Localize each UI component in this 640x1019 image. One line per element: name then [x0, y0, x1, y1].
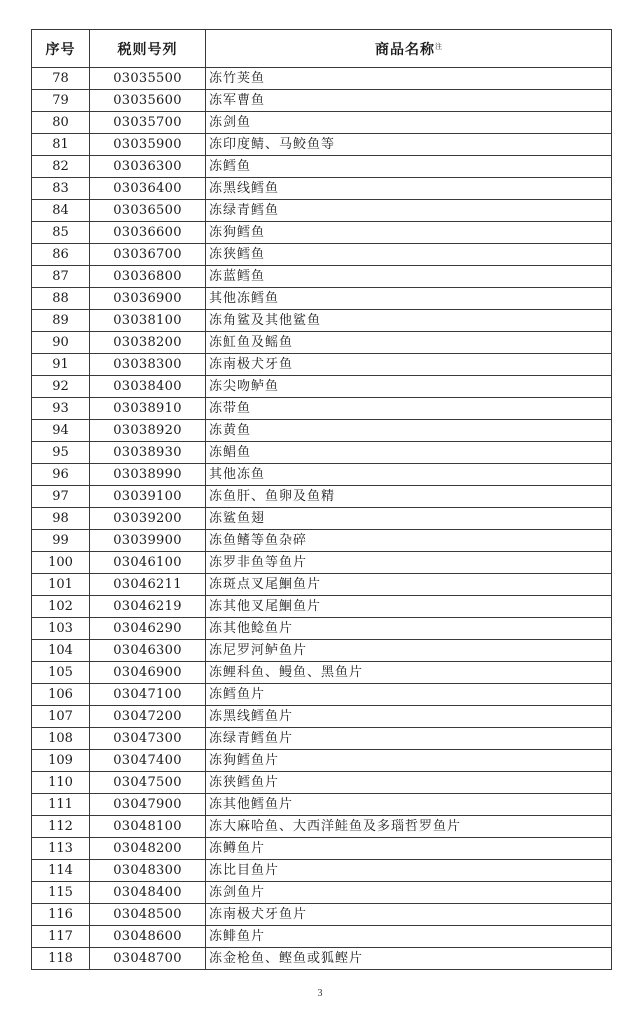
cell-name: 冻罗非鱼等鱼片 — [206, 552, 612, 574]
cell-code: 03036400 — [90, 178, 206, 200]
cell-code: 03038400 — [90, 376, 206, 398]
cell-seq: 113 — [32, 838, 90, 860]
cell-code: 03047200 — [90, 706, 206, 728]
table-row — [32, 618, 612, 640]
cell-name: 冻剑鱼片 — [206, 882, 612, 904]
cell-seq: 102 — [32, 596, 90, 618]
cell-name: 冻狗鳕鱼片 — [206, 750, 612, 772]
header-name — [206, 30, 612, 68]
cell-seq: 107 — [32, 706, 90, 728]
cell-code: 03038930 — [90, 442, 206, 464]
cell-code: 03047400 — [90, 750, 206, 772]
cell-name: 冻比目鱼片 — [206, 860, 612, 882]
cell-seq: 95 — [32, 442, 90, 464]
cell-code: 03046300 — [90, 640, 206, 662]
cell-seq: 84 — [32, 200, 90, 222]
cell-seq: 110 — [32, 772, 90, 794]
cell-seq: 89 — [32, 310, 90, 332]
cell-code: 03038200 — [90, 332, 206, 354]
cell-name: 冻鱼鳍等鱼杂碎 — [206, 530, 612, 552]
cell-name: 冻带鱼 — [206, 398, 612, 420]
table-row — [32, 442, 612, 464]
table-row — [32, 486, 612, 508]
cell-seq: 117 — [32, 926, 90, 948]
cell-code: 03048700 — [90, 948, 206, 970]
cell-name: 冻鱼肝、鱼卵及鱼精 — [206, 486, 612, 508]
cell-code: 03036900 — [90, 288, 206, 310]
cell-code: 03038100 — [90, 310, 206, 332]
cell-name: 冻黑线鳕鱼片 — [206, 706, 612, 728]
cell-code: 03047100 — [90, 684, 206, 706]
cell-code: 03035500 — [90, 68, 206, 90]
cell-name: 冻鳟鱼片 — [206, 838, 612, 860]
cell-seq: 114 — [32, 860, 90, 882]
cell-name: 冻剑鱼 — [206, 112, 612, 134]
table-row — [32, 750, 612, 772]
table-header-row — [32, 30, 612, 68]
cell-seq: 80 — [32, 112, 90, 134]
cell-seq: 91 — [32, 354, 90, 376]
cell-code: 03048400 — [90, 882, 206, 904]
cell-code: 03048100 — [90, 816, 206, 838]
cell-seq: 118 — [32, 948, 90, 970]
cell-name: 冻绿青鳕鱼 — [206, 200, 612, 222]
cell-seq: 115 — [32, 882, 90, 904]
table-row — [32, 464, 612, 486]
cell-code: 03039100 — [90, 486, 206, 508]
table-row — [32, 838, 612, 860]
cell-name: 冻军曹鱼 — [206, 90, 612, 112]
cell-code: 03035600 — [90, 90, 206, 112]
cell-code: 03048300 — [90, 860, 206, 882]
cell-seq: 82 — [32, 156, 90, 178]
cell-seq: 103 — [32, 618, 90, 640]
cell-code: 03035900 — [90, 134, 206, 156]
header-name-note: 注 — [435, 41, 442, 50]
table-row — [32, 640, 612, 662]
cell-code: 03046900 — [90, 662, 206, 684]
cell-code: 03036300 — [90, 156, 206, 178]
table-row — [32, 200, 612, 222]
cell-name: 冻狭鳕鱼片 — [206, 772, 612, 794]
cell-code: 03036800 — [90, 266, 206, 288]
cell-name: 冻尖吻鲈鱼 — [206, 376, 612, 398]
cell-code: 03048600 — [90, 926, 206, 948]
cell-code: 03038920 — [90, 420, 206, 442]
cell-code: 03036500 — [90, 200, 206, 222]
cell-code: 03038300 — [90, 354, 206, 376]
cell-code: 03046290 — [90, 618, 206, 640]
table-row — [32, 596, 612, 618]
cell-seq: 87 — [32, 266, 90, 288]
cell-name: 冻南极犬牙鱼片 — [206, 904, 612, 926]
table-row — [32, 574, 612, 596]
table-row — [32, 552, 612, 574]
cell-seq: 105 — [32, 662, 90, 684]
cell-code: 03047500 — [90, 772, 206, 794]
cell-seq: 90 — [32, 332, 90, 354]
cell-code: 03036600 — [90, 222, 206, 244]
table-row — [32, 332, 612, 354]
cell-name: 冻其他叉尾鮰鱼片 — [206, 596, 612, 618]
table-row — [32, 244, 612, 266]
table-row — [32, 376, 612, 398]
table-row — [32, 288, 612, 310]
cell-name: 冻竹荚鱼 — [206, 68, 612, 90]
cell-seq: 108 — [32, 728, 90, 750]
cell-seq: 101 — [32, 574, 90, 596]
table-row — [32, 728, 612, 750]
table-row — [32, 926, 612, 948]
cell-name: 冻其他鲶鱼片 — [206, 618, 612, 640]
cell-name: 冻角鲨及其他鲨鱼 — [206, 310, 612, 332]
cell-name: 冻狭鳕鱼 — [206, 244, 612, 266]
cell-name: 冻绿青鳕鱼片 — [206, 728, 612, 750]
table-row — [32, 134, 612, 156]
table-row — [32, 266, 612, 288]
table-row — [32, 772, 612, 794]
table-row — [32, 860, 612, 882]
cell-name: 冻鲱鱼片 — [206, 926, 612, 948]
table-body — [32, 68, 612, 970]
cell-code: 03036700 — [90, 244, 206, 266]
cell-seq: 109 — [32, 750, 90, 772]
cell-name: 冻黄鱼 — [206, 420, 612, 442]
cell-seq: 96 — [32, 464, 90, 486]
cell-seq: 81 — [32, 134, 90, 156]
table-row — [32, 530, 612, 552]
cell-name: 其他冻鱼 — [206, 464, 612, 486]
table-row — [32, 68, 612, 90]
header-code: 税则号列 — [90, 30, 206, 68]
cell-name: 冻鲤科鱼、鳗鱼、黑鱼片 — [206, 662, 612, 684]
table-row — [32, 354, 612, 376]
page-number: 3 — [317, 988, 323, 999]
cell-code: 03039900 — [90, 530, 206, 552]
cell-name: 冻鳕鱼 — [206, 156, 612, 178]
table-row — [32, 904, 612, 926]
cell-code: 03035700 — [90, 112, 206, 134]
table-row — [32, 508, 612, 530]
table-row — [32, 948, 612, 970]
cell-name: 冻狗鳕鱼 — [206, 222, 612, 244]
cell-seq: 83 — [32, 178, 90, 200]
cell-code: 03046211 — [90, 574, 206, 596]
cell-seq: 86 — [32, 244, 90, 266]
cell-name: 冻蓝鳕鱼 — [206, 266, 612, 288]
table-row — [32, 398, 612, 420]
cell-name: 冻斑点叉尾鮰鱼片 — [206, 574, 612, 596]
cell-seq: 88 — [32, 288, 90, 310]
cell-code: 03047900 — [90, 794, 206, 816]
cell-code: 03047300 — [90, 728, 206, 750]
cell-name: 冻魟鱼及鳐鱼 — [206, 332, 612, 354]
cell-seq: 85 — [32, 222, 90, 244]
cell-name: 冻尼罗河鲈鱼片 — [206, 640, 612, 662]
cell-name: 冻鳕鱼片 — [206, 684, 612, 706]
table-row — [32, 662, 612, 684]
table-row — [32, 794, 612, 816]
cell-code: 03039200 — [90, 508, 206, 530]
table-row — [32, 112, 612, 134]
cell-seq: 104 — [32, 640, 90, 662]
cell-seq: 94 — [32, 420, 90, 442]
cell-seq: 116 — [32, 904, 90, 926]
table-row — [32, 684, 612, 706]
tariff-table-container — [31, 29, 611, 970]
cell-code: 03038990 — [90, 464, 206, 486]
cell-code: 03038910 — [90, 398, 206, 420]
table-row — [32, 310, 612, 332]
cell-name: 冻金枪鱼、鲣鱼或狐鲣片 — [206, 948, 612, 970]
cell-code: 03046100 — [90, 552, 206, 574]
cell-name: 冻南极犬牙鱼 — [206, 354, 612, 376]
cell-name: 冻其他鳕鱼片 — [206, 794, 612, 816]
table-row — [32, 178, 612, 200]
cell-name: 其他冻鳕鱼 — [206, 288, 612, 310]
table-row — [32, 156, 612, 178]
cell-code: 03048200 — [90, 838, 206, 860]
table-row — [32, 816, 612, 838]
cell-code: 03048500 — [90, 904, 206, 926]
cell-seq: 97 — [32, 486, 90, 508]
table-row — [32, 882, 612, 904]
header-seq: 序号 — [32, 30, 90, 68]
table-row — [32, 90, 612, 112]
header-name-label: 商品名称 — [375, 41, 435, 58]
table-row — [32, 222, 612, 244]
table-row — [32, 420, 612, 442]
cell-seq: 79 — [32, 90, 90, 112]
cell-seq: 106 — [32, 684, 90, 706]
cell-name: 冻鲨鱼翅 — [206, 508, 612, 530]
tariff-table — [31, 29, 612, 970]
table-row — [32, 706, 612, 728]
cell-name: 冻大麻哈鱼、大西洋鲑鱼及多瑙哲罗鱼片 — [206, 816, 612, 838]
cell-seq: 111 — [32, 794, 90, 816]
cell-seq: 100 — [32, 552, 90, 574]
cell-code: 03046219 — [90, 596, 206, 618]
cell-name: 冻鲳鱼 — [206, 442, 612, 464]
cell-seq: 93 — [32, 398, 90, 420]
cell-seq: 78 — [32, 68, 90, 90]
cell-name: 冻黑线鳕鱼 — [206, 178, 612, 200]
cell-seq: 112 — [32, 816, 90, 838]
cell-seq: 99 — [32, 530, 90, 552]
cell-seq: 98 — [32, 508, 90, 530]
cell-seq: 92 — [32, 376, 90, 398]
cell-name: 冻印度鲭、马鲛鱼等 — [206, 134, 612, 156]
